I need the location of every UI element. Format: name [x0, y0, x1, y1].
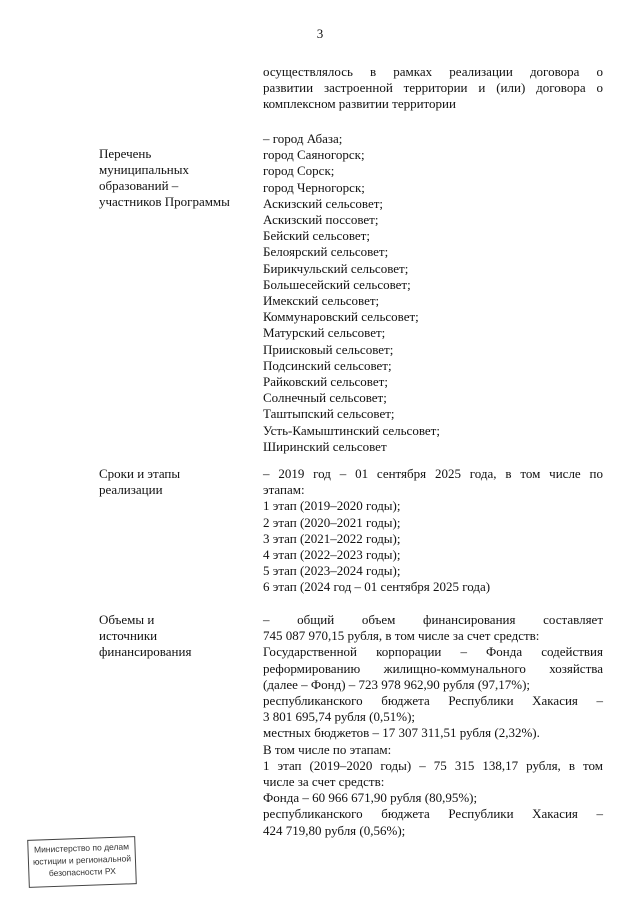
- municipality-item: Матурский сельсовет;: [263, 325, 386, 341]
- municipality-item: Большесейский сельсовет;: [263, 276, 411, 292]
- term-item: – 2019 год – 01 сентября 2025 года, в том числе по: [263, 466, 603, 481]
- municipality-item: город Сорск;: [263, 163, 335, 179]
- municipality-item: Аскизский сельсовет;: [263, 195, 384, 211]
- municipality-item: Аскизский поссовет;: [263, 212, 379, 228]
- ministry-stamp: [27, 836, 137, 888]
- label-line: образований –: [99, 178, 179, 193]
- label-line: финансирования: [99, 644, 192, 659]
- funding-item: 3 801 695,74 рубля (0,51%);: [263, 709, 416, 725]
- terms-list: [263, 466, 603, 596]
- term-item: 4 этап (2022–2023 годы);: [263, 547, 401, 563]
- stamp-line: юстиции и региональной: [32, 853, 132, 867]
- funding-item: – общий объем финансирования составляет: [263, 612, 603, 627]
- label-line: Объемы и: [99, 612, 155, 627]
- terms-label: [99, 466, 249, 498]
- term-item: 2 этап (2020–2021 годы);: [263, 514, 401, 530]
- term-item: 6 этап (2024 год – 01 сентября 2025 года): [263, 579, 491, 595]
- stamp-line: Министерство по делам: [33, 841, 130, 855]
- term-item: 5 этап (2023–2024 годы);: [263, 563, 401, 579]
- intro-line: развитии застроенной территории и (или) договора о: [263, 80, 603, 95]
- funding-item: республиканского бюджета Республики Хакасия –: [263, 693, 603, 709]
- term-item: этапам:: [263, 482, 305, 498]
- page-number: 3: [316, 26, 324, 41]
- intro-line: комплексном развитии территории: [263, 96, 456, 111]
- municipality-item: Солнечный сельсовет;: [263, 390, 387, 406]
- municipality-item: – город Абаза;: [263, 131, 343, 146]
- municipality-item: Имекский сельсовет;: [263, 293, 380, 309]
- municipalities-list: [263, 131, 603, 455]
- term-item: 3 этап (2021–2022 годы);: [263, 530, 401, 546]
- funding-item: 1 этап (2019–2020 годы) – 75 315 138,17 рубля, в том: [263, 757, 603, 773]
- municipality-item: Усть-Камыштинский сельсовет;: [263, 422, 440, 438]
- municipality-item: Ширинский сельсовет: [263, 438, 387, 454]
- funding-item: Государственной корпорации – Фонда содействия: [263, 644, 603, 660]
- label-line: Перечень: [99, 146, 152, 161]
- label-line: реализации: [99, 482, 163, 497]
- funding-item: (далее – Фонд) – 723 978 962,90 рубля (97,17%);: [263, 676, 531, 692]
- municipalities-label: [99, 146, 249, 210]
- municipality-item: Райковский сельсовет;: [263, 374, 388, 390]
- funding-item: местных бюджетов – 17 307 311,51 рубля (2,32%).: [263, 725, 540, 741]
- term-item: 1 этап (2019–2020 годы);: [263, 498, 401, 514]
- label-line: источники: [99, 628, 158, 643]
- municipality-item: Белоярский сельсовет;: [263, 244, 389, 260]
- municipality-item: Таштыпский сельсовет;: [263, 406, 395, 422]
- municipality-item: Бейский сельсовет;: [263, 228, 370, 244]
- municipality-item: Коммунаровский сельсовет;: [263, 309, 419, 325]
- municipality-item: Приисковый сельсовет;: [263, 341, 394, 357]
- label-line: участников Программы: [99, 194, 230, 209]
- funding-label: [99, 612, 249, 660]
- stamp-line: безопасности РХ: [48, 865, 117, 879]
- funding-list: [263, 612, 603, 839]
- funding-item: республиканского бюджета Республики Хакасия –: [263, 806, 603, 822]
- label-line: Сроки и этапы: [99, 466, 181, 481]
- funding-item: Фонда – 60 966 671,90 рубля (80,95%);: [263, 790, 478, 806]
- municipality-item: город Черногорск;: [263, 179, 365, 195]
- funding-item: 424 719,80 рубля (0,56%);: [263, 822, 406, 838]
- funding-item: реформированию жилищно-коммунального хозяйства: [263, 660, 603, 676]
- municipality-item: Подсинский сельсовет;: [263, 357, 392, 373]
- intro-line: осуществлялось в рамках реализации договора о: [263, 64, 603, 79]
- funding-item: 745 087 970,15 рубля, в том числе за счет средств:: [263, 628, 540, 644]
- label-line: муниципальных: [99, 162, 190, 177]
- municipality-item: Бирикчульский сельсовет;: [263, 260, 409, 276]
- municipality-item: город Саяногорск;: [263, 147, 365, 163]
- funding-item: числе за счет средств:: [263, 774, 385, 790]
- intro-paragraph: [263, 64, 603, 112]
- funding-item: В том числе по этапам:: [263, 741, 392, 757]
